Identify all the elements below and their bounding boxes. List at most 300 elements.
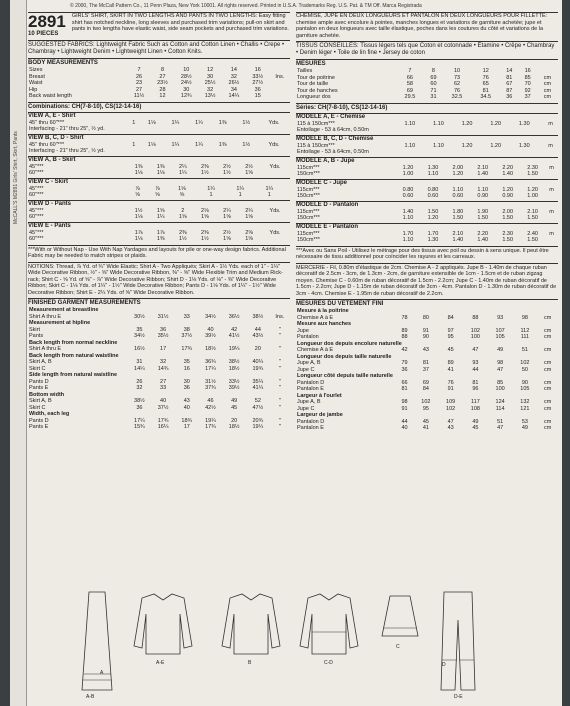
cell-value: 1.50 xyxy=(477,215,489,221)
cell-value: 38 xyxy=(183,326,190,333)
combinations-en: Combinations: CH(7-8-10), CS(12-14-16) xyxy=(28,102,290,111)
cell-value: 37¾ xyxy=(205,385,216,391)
cell-value: 12 xyxy=(482,68,489,74)
cell-value: 1⅛ xyxy=(156,170,165,176)
cell-value: 66 xyxy=(406,74,413,81)
row-label: Pants E xyxy=(29,385,49,391)
row-label: 115cm*** xyxy=(297,208,320,215)
copyright-line: © 2000, The McCall Pattern Co., 11 Penn Plaza, New York 10001. All rights reserved. Printed in U.S.A. Trademarks Reg. U.S. Pat. & TM Off. Marca Registrada xyxy=(70,3,422,9)
finished-table-fr xyxy=(296,308,558,432)
yardage-view xyxy=(28,222,290,243)
view-title: MODELE E - Pantalon xyxy=(296,223,359,230)
cell-value: 88 xyxy=(401,334,408,340)
cell-value: 89 xyxy=(401,327,408,334)
cell-value: 41¼ xyxy=(252,385,264,391)
cell-value: 31 xyxy=(430,94,437,100)
group-heading: Longueur dos depuis encolure naturelle xyxy=(297,340,402,347)
cell-value: 7 xyxy=(408,68,412,74)
description-en: GIRLS' SHIRT, SKIRT IN TWO LENGTHS AND PANTS IN TWO LENGTHS: Easy fitting shirt has notched neckline, long sleeves and purchased trim variations; pull-on skirt and pants in two lengths have elastic waist, side seam pockets and purchased trim variations. xyxy=(71,13,289,32)
cell-value xyxy=(543,127,558,134)
cell-value xyxy=(453,127,482,134)
yardage-view xyxy=(28,134,290,155)
row-label: 45"*** xyxy=(29,185,44,192)
finished-title-en: FINISHED GARMENT MEASUREMENTS xyxy=(28,300,141,306)
row-label: Skirt C xyxy=(29,404,46,411)
yardage-view xyxy=(28,200,290,221)
cell-value: 2⅛ xyxy=(201,207,209,214)
row-label: Interfacing - 21" thru 25", ½ yd. xyxy=(29,148,105,154)
cell-value: 8 xyxy=(431,68,435,74)
yardage-view xyxy=(296,179,558,200)
cell-value: 2¼ xyxy=(245,207,253,214)
cell-value: 1.40 xyxy=(402,208,414,215)
cell-value: 19¼ xyxy=(252,424,264,430)
cell-value: 2.00 xyxy=(502,208,514,215)
cell-value: 28½ xyxy=(180,73,192,80)
cell-value: 2½ xyxy=(245,163,253,170)
cell-value: 2¼ xyxy=(223,207,231,214)
cell-value: Yds. xyxy=(269,207,281,214)
cell-value: 32.5 xyxy=(451,94,463,100)
row-label: Back waist length xyxy=(29,93,72,99)
view-title: VIEW B, C, D - Shirt xyxy=(28,134,84,141)
cell-value: 93 xyxy=(472,360,479,366)
cell-value: 45 xyxy=(231,404,238,411)
cell-value xyxy=(510,149,539,156)
cell-value: 1⅜ xyxy=(156,163,165,170)
sketch-label: B xyxy=(248,660,252,666)
cell-value: 1.30 xyxy=(518,142,530,149)
cell-value: 28 xyxy=(159,86,166,93)
view-title: VIEW A, E - Shirt xyxy=(28,112,76,119)
cell-value: 38½ xyxy=(134,398,145,404)
cell-value: cm xyxy=(543,418,552,425)
cell-value: 0.60 xyxy=(427,193,439,199)
cell-value: 12¾ xyxy=(180,93,192,99)
row-label: 60"*** xyxy=(29,170,44,176)
cell-value xyxy=(481,127,510,134)
cell-value: 17 xyxy=(183,424,190,430)
cell-value: " xyxy=(278,385,281,391)
cell-value: 23 xyxy=(135,80,143,86)
cell-value: 1½ xyxy=(178,236,187,242)
cell-value: 2¼ xyxy=(178,163,187,170)
cell-value: 0.60 xyxy=(402,193,414,199)
cell-value: 1.40 xyxy=(477,237,489,243)
cell-value: ⅝ xyxy=(135,192,140,198)
cell-value: 1¼ xyxy=(171,119,180,126)
row-label: 150cm*** xyxy=(297,215,320,221)
cell-value: 43 xyxy=(447,425,454,431)
row-label: Interfacing - 21" thru 25", ½ yd. xyxy=(29,126,105,132)
cell-value: 41 xyxy=(422,425,429,431)
cell-value: 2.20 xyxy=(477,230,489,237)
cell-value: 1.20 xyxy=(527,186,538,193)
view-title: VIEW D - Pants xyxy=(28,200,72,207)
cell-value: 26½ xyxy=(228,80,240,86)
cell-value: 19¼ xyxy=(228,346,240,352)
cell-value: 1.10 xyxy=(433,120,444,127)
cell-value: 15¾ xyxy=(134,424,145,430)
view-title: MODELE A, E - Chemise xyxy=(296,113,366,120)
cell-value: m xyxy=(548,120,553,127)
row-label: 60"*** xyxy=(29,192,44,198)
row-label: 45"*** xyxy=(29,229,44,236)
sketch-label: A xyxy=(100,670,104,676)
cell-value: 80 xyxy=(422,314,429,321)
cell-value: 18½ xyxy=(228,424,240,430)
cell-value: 47 xyxy=(472,347,479,353)
yardage-row xyxy=(296,149,558,156)
cell-value: 98 xyxy=(401,399,408,405)
group-heading: Bottom width xyxy=(29,391,65,398)
cell-value: 24½ xyxy=(180,80,192,86)
cell-value: 16 xyxy=(183,365,190,372)
cell-value: 43 xyxy=(183,398,190,404)
cell-value: 40 xyxy=(183,404,190,411)
cell-value xyxy=(140,126,164,133)
cell-value xyxy=(164,126,188,133)
row-label: Chemise A à E xyxy=(297,347,334,353)
cell-value: cm xyxy=(543,405,552,412)
group-heading: Longueur dos depuis taille naturelle xyxy=(297,353,392,360)
cell-value: 1 xyxy=(132,141,136,148)
row-label: 45" thru 60"*** xyxy=(29,141,65,148)
row-label: Tour de taille xyxy=(297,81,329,87)
view-title: VIEW A, B - Skirt xyxy=(28,156,76,163)
body-table-en xyxy=(28,67,290,100)
group-heading: Width, each leg xyxy=(29,411,70,417)
skirt-ab-sketch xyxy=(80,590,114,694)
cell-value: 2⅜ xyxy=(201,229,209,236)
cell-value: 41 xyxy=(447,366,454,373)
body-measurements-fr xyxy=(296,59,558,101)
cell-value: " xyxy=(278,404,281,411)
cell-value: 1.40 xyxy=(477,171,489,177)
cell-value: 81 xyxy=(401,386,408,392)
cell-value xyxy=(258,148,290,155)
cell-value xyxy=(260,170,290,177)
cell-value: 20 xyxy=(231,417,238,424)
row-label: Sizes xyxy=(29,67,43,73)
cell-value xyxy=(234,148,258,155)
cell-value: 16½ xyxy=(134,346,145,352)
cell-value: 27 xyxy=(159,73,166,80)
yardage-fr xyxy=(296,113,558,244)
yardage-view xyxy=(28,156,290,177)
group-heading: Back length from natural waistline xyxy=(29,352,119,359)
cell-value: 108 xyxy=(470,405,480,412)
cell-value: 70 xyxy=(524,81,531,87)
row-label: 115cm*** xyxy=(297,164,320,171)
cell-value: cm xyxy=(543,379,552,386)
cell-value: 1⅞ xyxy=(134,229,143,236)
cell-value: 42 xyxy=(401,347,408,353)
row-label: Entoilage - 53 à 64cm, 0.50m xyxy=(297,127,369,133)
cell-value: 1.20 xyxy=(502,186,514,193)
cell-value: 102 xyxy=(421,399,431,405)
cell-value: cm xyxy=(543,386,552,392)
cell-value: 1½ xyxy=(242,119,251,126)
cell-value: 1.30 xyxy=(427,164,439,171)
cell-value: 25½ xyxy=(204,80,216,86)
sketch-label: C xyxy=(396,644,400,650)
view-title: MODELE B, C, D - Chemise xyxy=(296,135,374,142)
cell-value: m xyxy=(549,164,554,171)
cell-value: 1.10 xyxy=(404,120,416,127)
cell-value: 37½ xyxy=(157,404,169,411)
cell-value: cm xyxy=(543,347,552,353)
cell-value: 100 xyxy=(495,386,505,392)
cell-value: 102 xyxy=(470,327,480,334)
cell-value: 30½ xyxy=(134,313,145,320)
skirt-c-sketch xyxy=(380,594,420,640)
cell-value: 40¼ xyxy=(252,359,264,365)
cell-value: 32 xyxy=(230,73,237,80)
cell-value: 2.00 xyxy=(452,164,464,171)
cell-value: 49 xyxy=(497,347,504,353)
cell-value: 1.20 xyxy=(490,120,502,127)
cell-value: 1.20 xyxy=(490,142,502,149)
cell-value xyxy=(424,127,453,134)
cell-value: 51 xyxy=(497,418,504,425)
cell-value: 16 xyxy=(524,68,531,74)
cell-value: 33 xyxy=(183,313,190,320)
cell-value: 1.20 xyxy=(452,171,464,177)
row-label: Skirt xyxy=(29,326,40,333)
cell-value: 1¼ xyxy=(195,119,203,126)
cell-value: cm xyxy=(543,425,552,431)
cell-value: 1.00 xyxy=(527,193,538,199)
cell-value: 90 xyxy=(422,334,429,340)
cell-value: 53 xyxy=(521,418,528,425)
group-heading: Mesure aux hanches xyxy=(297,321,352,327)
cell-value: 37½ xyxy=(181,333,193,339)
cell-value: 35¼ xyxy=(252,378,264,385)
cell-value xyxy=(424,149,453,156)
cell-value: m xyxy=(548,142,553,149)
cell-value: 49 xyxy=(231,398,238,404)
cell-value: 17 xyxy=(160,346,167,352)
view-title: VIEW C - Skirt xyxy=(28,178,69,185)
row-label: Jupe C xyxy=(297,366,315,373)
cell-value: 1.30 xyxy=(518,120,530,127)
cell-value xyxy=(260,214,290,221)
sketch-label: D xyxy=(442,662,446,668)
cell-value xyxy=(453,149,482,156)
cell-value: 29.5 xyxy=(404,94,416,100)
cell-value: 1.50 xyxy=(527,237,538,243)
cell-value: " xyxy=(278,378,281,385)
row-label: 150cm*** xyxy=(297,237,320,243)
cell-value: 76 xyxy=(453,87,461,94)
cell-value: 31 xyxy=(136,359,143,365)
cell-value: 90 xyxy=(521,379,528,386)
cell-value: 27 xyxy=(135,86,143,93)
pants-de-sketch xyxy=(438,590,478,694)
envelope-edge xyxy=(10,0,27,706)
yardage-view xyxy=(28,112,290,133)
yardage-row xyxy=(28,236,290,243)
cell-value: 40 xyxy=(160,398,167,404)
cell-value: 102 xyxy=(446,405,456,412)
cell-value xyxy=(545,237,558,244)
cell-value: 31½ xyxy=(205,378,216,385)
cell-value: 1⅜ xyxy=(156,236,165,242)
cell-value: 65 xyxy=(482,81,489,87)
cell-value: 27½ xyxy=(252,80,264,86)
cell-value: 1⅝ xyxy=(245,170,253,176)
row-label: 150cm*** xyxy=(297,193,320,199)
row-label: Hip xyxy=(29,86,38,93)
cell-value: 27 xyxy=(160,378,167,385)
pattern-envelope-back xyxy=(10,0,562,706)
group-heading: Longueur côté depuis taille naturelle xyxy=(297,373,393,379)
cell-value: 14 xyxy=(506,68,513,74)
yardage-view xyxy=(28,178,290,199)
cell-value xyxy=(258,126,290,133)
cell-value: 1¼ xyxy=(171,141,180,148)
cell-value: 1.00 xyxy=(402,171,414,177)
cell-value xyxy=(545,193,558,200)
cell-value xyxy=(164,148,188,155)
cell-value: 1.10 xyxy=(477,186,489,193)
cell-value: 44 xyxy=(401,418,408,425)
body-row xyxy=(28,93,290,100)
cell-value: 36½ xyxy=(228,313,240,320)
notions-en: NOTIONS: Thread, ⅞ Yd. of ¾" Wide Elastic; Shirt A - Two Appliqués; Skirt A - 1½ Yds. each of 1" - 1¼" Wide Decorative Ribbon, ½" - ⅝" Wide Decorative Ribbon, ⅜" - ⅝" Wide Flexible Trim and Medium Rick-rack; Shirt C - ⅝ Yd. of ⅝" - ⅞" Wide Decorative Ribbon; Shirt D - 1⅛ Yds. of ⅛" - ⅜" Wide Decorative Ribbon; Skirt C - 1⅛ Yds. of 1¼" - 1½" Wide Decorative Ribbon; Pants D - 1⅛ Yds. of 1¼" - 1½" Wide Decorative Ribbon; Shirt E - 2¼ Yds. of ⅝" Wide Decorative Ribbon. xyxy=(28,262,290,297)
cell-value: Yds. xyxy=(269,163,281,170)
cell-value: 34.5 xyxy=(480,94,492,100)
cell-value: Ins. xyxy=(275,313,285,320)
cell-value: 1¼ xyxy=(265,185,274,192)
cell-value: 85 xyxy=(524,74,531,81)
cell-value: 60 xyxy=(430,81,437,87)
cell-value: 40 xyxy=(401,425,408,431)
pattern-header xyxy=(28,12,290,38)
cell-value: 10 xyxy=(183,67,190,73)
cell-value: 14¼ xyxy=(228,93,240,99)
cell-value: 112 xyxy=(520,327,530,334)
cell-value: 50 xyxy=(521,366,528,373)
cell-value: 1⅛ xyxy=(147,141,156,148)
cell-value: 92 xyxy=(524,87,531,94)
cell-value: 85 xyxy=(497,379,504,386)
combinations-fr: Séries: CH(7-8-10), CS(12-14-16) xyxy=(296,103,558,112)
cell-value: m xyxy=(549,186,554,193)
view-title: MODELE D - Pantalon xyxy=(296,201,359,208)
cell-value: cm xyxy=(543,94,552,100)
row-label: Jupe C xyxy=(297,405,315,412)
description-fr: CHEMISE, JUPE EN DEUX LONGUEURS ET PANTALON EN DEUX LONGUEURS POUR FILLETTE: chemise ample avec encolure à pointes, manches longues et variations de garniture achetée; jupe et pantalon en deux longueurs avec taille élastique, poches dans les coutures du côté et variations de la garniture achetée. xyxy=(296,13,548,39)
cell-value: 1.50 xyxy=(527,171,538,177)
cell-value: 1.20 xyxy=(402,164,414,171)
cell-value xyxy=(396,149,425,156)
cell-value: 1.10 xyxy=(452,186,464,193)
cell-value: 32 xyxy=(160,359,167,365)
cell-value: 109 xyxy=(446,399,456,405)
cell-value: 107 xyxy=(495,327,505,334)
cell-value: 38½ xyxy=(252,313,264,320)
cell-value: 2 xyxy=(181,207,185,214)
cell-value: 84 xyxy=(447,314,454,321)
cell-value: 81 xyxy=(506,74,513,81)
cell-value: 76 xyxy=(482,74,489,81)
header-fr xyxy=(296,12,558,39)
row-label: 60"*** xyxy=(29,214,44,220)
pieces-count: 10 PIECES xyxy=(28,31,59,37)
cell-value: 36¾ xyxy=(205,359,216,365)
row-label: Pants D xyxy=(29,378,49,385)
cell-value: 47 xyxy=(447,418,454,425)
shirt-b-sketch xyxy=(220,592,282,658)
cell-value: 121 xyxy=(520,405,530,412)
cell-value: 42½ xyxy=(205,404,216,411)
cell-value: 1¼ xyxy=(156,214,165,220)
cell-value: 69 xyxy=(422,379,429,386)
row-label: Shirt A thru E xyxy=(29,346,62,352)
yardage-row xyxy=(28,148,290,155)
yardage-row xyxy=(296,215,558,222)
cell-value: 1½ xyxy=(223,170,231,176)
cell-value: Ins. xyxy=(275,73,285,80)
yardage-view xyxy=(296,113,558,134)
cell-value: 2½ xyxy=(223,163,231,170)
cell-value: 2.40 xyxy=(527,230,538,237)
row-label: 150cm*** xyxy=(297,171,320,177)
cell-value: 23½ xyxy=(157,80,168,86)
cell-value: 81 xyxy=(482,87,489,94)
cell-value: 89 xyxy=(447,360,454,366)
yardage-view xyxy=(296,157,558,178)
cell-value: 37 xyxy=(422,366,429,373)
row-label: Skirt C xyxy=(29,365,46,372)
yardage-row xyxy=(28,170,290,177)
cell-value: cm xyxy=(543,366,552,373)
cell-value xyxy=(543,149,558,156)
cell-value: 58 xyxy=(406,81,413,87)
cell-value: 35 xyxy=(183,359,190,365)
cell-value: " xyxy=(278,359,281,365)
cell-value: 102 xyxy=(520,360,530,366)
cell-value: 52 xyxy=(254,398,261,404)
row-label: Pantalon E xyxy=(297,386,324,392)
cell-value: 1½ xyxy=(242,141,251,148)
cell-value: 1.30 xyxy=(427,237,439,243)
cell-value xyxy=(140,148,164,155)
cell-value: 0.60 xyxy=(452,193,464,199)
cell-value: 2.20 xyxy=(502,164,514,171)
cell-value: 1.50 xyxy=(527,215,538,221)
row-label: Waist xyxy=(29,80,43,86)
row-label: Tour de hanches xyxy=(297,87,338,94)
cell-value: 36 xyxy=(401,366,408,373)
yardage-view xyxy=(296,223,558,244)
cell-value: " xyxy=(278,326,281,333)
row-label: 115cm*** xyxy=(297,186,320,193)
cell-value: ⅞ xyxy=(135,185,140,192)
cell-value: 39½ xyxy=(205,333,216,339)
cell-value: 67 xyxy=(506,81,513,87)
cell-value: 98 xyxy=(497,360,504,366)
cell-value: " xyxy=(278,333,281,339)
cell-value: 1⅜ xyxy=(218,119,227,126)
cell-value: 132 xyxy=(520,399,530,405)
cell-value: 30 xyxy=(183,378,190,385)
body-table-fr xyxy=(296,68,558,101)
cell-value xyxy=(211,148,235,155)
row-label: 115cm*** xyxy=(297,230,320,237)
